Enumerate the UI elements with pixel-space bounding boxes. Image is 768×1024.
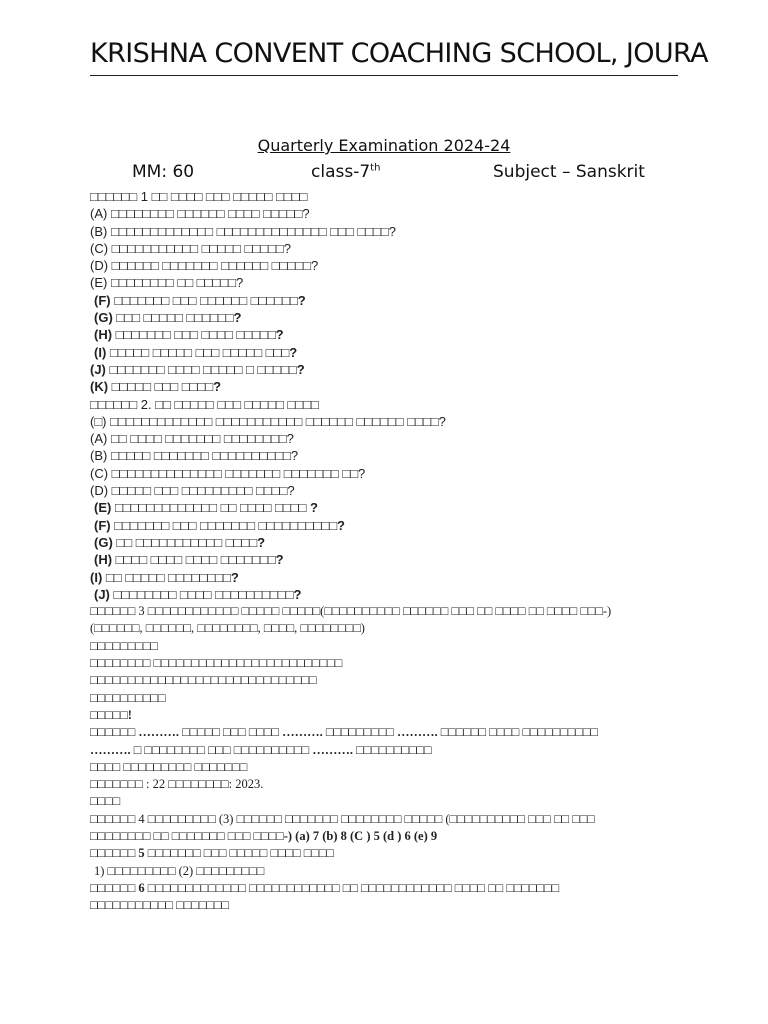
exam-title: Quarterly Examination 2024-24 xyxy=(257,136,511,155)
question-line: □□□□ □□□□□□□□□ □□□□□□□ xyxy=(90,759,248,774)
question-line: (D) □□□□□ □□□ □□□□□□□□□ □□□□? xyxy=(90,483,295,499)
question-line: (J) □□□□□□□ □□□□ □□□□□ □ □□□□□? xyxy=(90,361,305,377)
question-line: (A) □□□□□□□□ □□□□□□ □□□□ □□□□□? xyxy=(90,206,310,222)
question-body xyxy=(90,188,690,914)
class-label xyxy=(311,162,380,182)
question-line: □□□□ xyxy=(90,794,121,809)
question-line: □□□□□□ 2. □□ □□□□□ □□□ □□□□□ □□□□ xyxy=(90,396,319,412)
question-line: (F) □□□□□□□ □□□ □□□□□□ □□□□□□? xyxy=(94,292,306,308)
question-line: (H) □□□□ □□□□ □□□□ □□□□□□□? xyxy=(94,552,284,568)
question-line: (H) □□□□□□□ □□□ □□□□ □□□□□? xyxy=(94,327,284,343)
question-line: 1) □□□□□□□□□ (2) □□□□□□□□□ xyxy=(94,863,265,878)
question-line: □□□□□□□□ □□ □□□□□□□ □□□ □□□□-) (a) 7 (b) 8 (C ) 5 (d ) 6 (e) 9 xyxy=(90,828,438,843)
question-line: □□□□□□□□□□ xyxy=(90,690,166,705)
question-line: (□□□□□□, □□□□□□, □□□□□□□□, □□□□, □□□□□□□□) xyxy=(90,621,365,636)
question-line: (K) □□□□□ □□□ □□□□? xyxy=(90,379,222,395)
question-line: □□□□□□□□□□□□□□□□□□□□□□□□□□□□□□ xyxy=(90,673,317,688)
question-line: (C) □□□□□□□□□□□ □□□□□ □□□□□? xyxy=(90,240,292,256)
question-line: □□□□□! xyxy=(90,707,132,722)
question-line: (G) □□□ □□□□□ □□□□□□? xyxy=(94,310,242,326)
question-line: □□□□□□□□ □□□□□□□□□□□□□□□□□□□□□□□□□ xyxy=(90,656,343,671)
question-line: (D) □□□□□□ □□□□□□□ □□□□□□ □□□□□? xyxy=(90,258,319,274)
question-line: □□□□□□□□□□□ □□□□□□□ xyxy=(90,898,230,913)
class-suffix: th xyxy=(370,162,381,174)
question-line: □□□□□□ ………. □□□□□ □□□ □□□□ ………. □□□□□□□□□ ………. □□□□□□ □□□□ □□□□□□□□□□ xyxy=(90,725,598,740)
question-line: (B) □□□□□□□□□□□□□ □□□□□□□□□□□□□□ □□□ □□□□? xyxy=(90,223,396,239)
question-line: □□□□□□ 4 □□□□□□□□□ (3) □□□□□□ □□□□□□□ □□□□□□□□ □□□□□ (□□□□□□□□□□ □□□ □□ □□□ xyxy=(90,811,595,826)
question-line: □□□□□□ 5 □□□□□□□ □□□ □□□□□ □□□□ □□□□ xyxy=(90,846,334,861)
question-line: □□□□□□ 3 □□□□□□□□□□□□ □□□□□ □□□□□(□□□□□□□□□□ □□□□□□ □□□ □□ □□□□ □□ □□□□ □□□-) xyxy=(90,604,612,619)
school-title: KRISHNA CONVENT COACHING SCHOOL, JOURA xyxy=(90,38,678,76)
question-line: □□□□□□ 6 □□□□□□□□□□□□□ □□□□□□□□□□□□ □□ □□□□□□□□□□□□ □□□□ □□ □□□□□□□ xyxy=(90,880,560,895)
subject-label: Subject – Sanskrit xyxy=(493,162,645,182)
question-line: (A) □□ □□□□ □□□□□□□ □□□□□□□□? xyxy=(90,431,294,447)
question-line: □□□□□□ 1 □□ □□□□ □□□ □□□□□ □□□□ xyxy=(90,189,308,204)
question-line: (E) □□□□□□□□□□□□□ □□ □□□□ □□□□ ? xyxy=(94,500,318,516)
class-text: class-7 xyxy=(311,162,371,182)
question-line: (E) □□□□□□□□ □□ □□□□□? xyxy=(90,275,244,291)
question-line: (B) □□□□□ □□□□□□□ □□□□□□□□□□? xyxy=(90,448,299,464)
question-line: □□□□□□□□□ xyxy=(90,638,158,653)
question-line: (□) □□□□□□□□□□□□□ □□□□□□□□□□□ □□□□□□ □□□□□□ □□□□? xyxy=(90,413,446,429)
question-line: (I) □□□□□ □□□□□ □□□ □□□□□ □□□? xyxy=(94,344,298,360)
question-line: ………. □ □□□□□□□□ □□□ □□□□□□□□□□ ………. □□□□□□□□□□ xyxy=(90,742,432,757)
question-line: (C) □□□□□□□□□□□□□□ □□□□□□□ □□□□□□□ □□? xyxy=(90,465,366,481)
question-line: (I) □□ □□□□□ □□□□□□□□? xyxy=(90,569,239,585)
question-line: □□□□□□□ : 22 □□□□□□□□: 2023. xyxy=(90,777,264,792)
question-line: (G) □□ □□□□□□□□□□□ □□□□? xyxy=(94,534,266,550)
question-line: (F) □□□□□□□ □□□ □□□□□□□ □□□□□□□□□□? xyxy=(94,517,345,533)
question-line: (J) □□□□□□□□ □□□□ □□□□□□□□□□? xyxy=(94,586,302,602)
max-marks: MM: 60 xyxy=(132,162,195,182)
